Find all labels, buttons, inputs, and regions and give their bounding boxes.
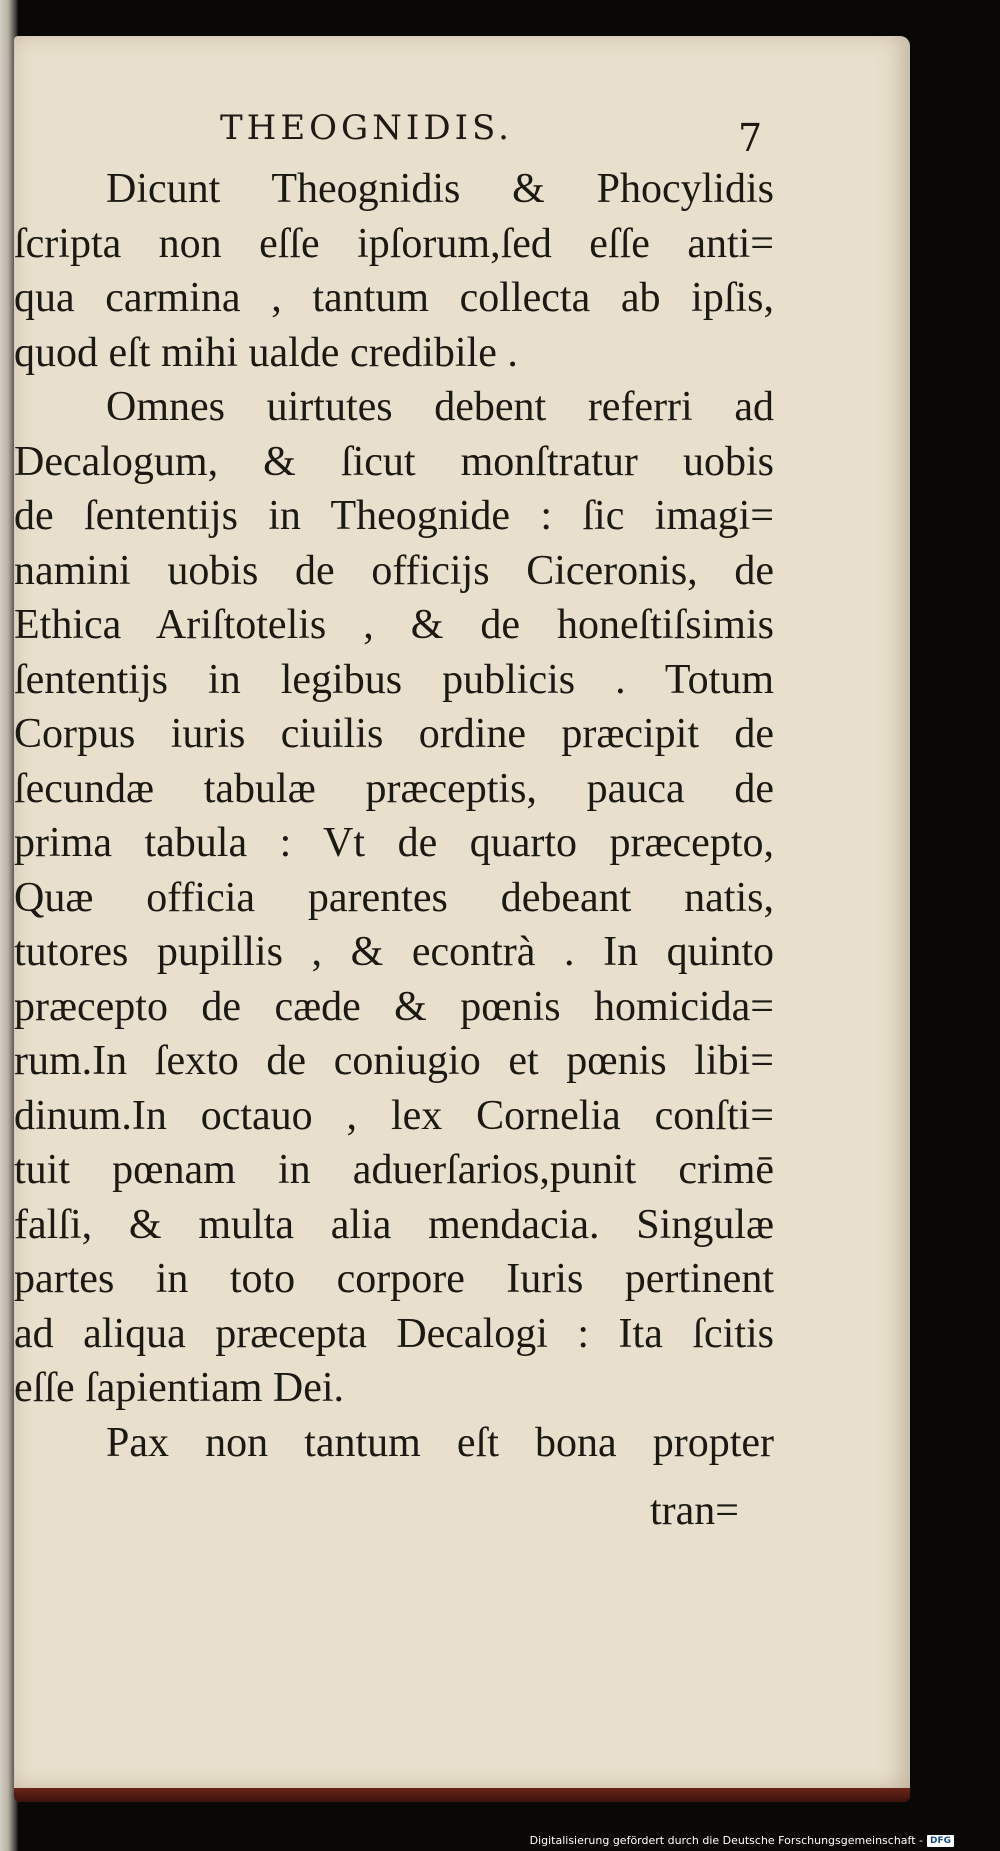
text-line: Omnes uirtutes debent referri ad — [106, 384, 774, 430]
text-line: rum.In ſexto de coniugio et pœnis libi= — [14, 1038, 774, 1084]
text-line: namini uobis de officijs Ciceronis, de — [14, 547, 774, 594]
text-line: Pax non tantum eſt bona propter — [106, 1419, 774, 1466]
text-line: tuit pœnam in aduerſarios,punit crimē — [14, 1147, 774, 1193]
text-line: prima tabula : Vt de quarto præcepto, — [14, 820, 774, 866]
catchword: tran= — [650, 1488, 739, 1534]
text-line: tutores pupillis , & econtrà . In quinto — [14, 929, 774, 975]
text-line: de ſententijs in Theognide : ſic imagi= — [14, 493, 774, 539]
text-line: dinum.In octauo , lex Cornelia conſti= — [14, 1092, 774, 1139]
page-number: 7 — [738, 116, 763, 160]
text-line: Dicunt Theognidis & Phocylidis — [106, 166, 774, 212]
text-line: ſcripta non eſſe ipſorum,ſed eſſe anti= — [14, 220, 774, 267]
text-line: ſecundæ tabulæ præceptis, pauca de — [14, 765, 774, 812]
text-line: ad aliqua præcepta Decalogi : Ita ſcitis — [14, 1310, 774, 1357]
text-line: Quæ officia parentes debeant natis, — [14, 874, 774, 921]
page-red-edge — [14, 1788, 910, 1802]
text-line: quod eſt mihi ualde credibile . — [14, 329, 518, 376]
digitization-credit — [530, 1834, 954, 1847]
text-line: Corpus iuris ciuilis ordine præcipit de — [14, 711, 774, 757]
text-line: Decalogum, & ſicut monſtratur uobis — [14, 438, 774, 485]
dfg-logo: DFG — [927, 1835, 954, 1847]
text-line: qua carmina , tantum collecta ab ipſis, — [14, 275, 774, 321]
text-line: partes in toto corpore Iuris pertinent — [14, 1256, 774, 1302]
text-line: eſſe ſapientiam Dei. — [14, 1365, 345, 1411]
text-line: ſententijs in legibus publicis . Totum — [14, 656, 774, 703]
body-text — [14, 162, 774, 1470]
credit-text: Digitalisierung gefördert durch die Deutsche Forschungsgemeinschaft - — [529, 1834, 923, 1847]
text-line: falſi, & multa alia mendacia. Singulæ — [14, 1201, 774, 1248]
running-head: THEOGNIDIS. — [220, 108, 513, 148]
text-line: præcepto de cæde & pœnis homicida= — [14, 983, 774, 1030]
text-line: Ethica Ariſtotelis , & de honeſtiſsimis — [14, 602, 774, 648]
